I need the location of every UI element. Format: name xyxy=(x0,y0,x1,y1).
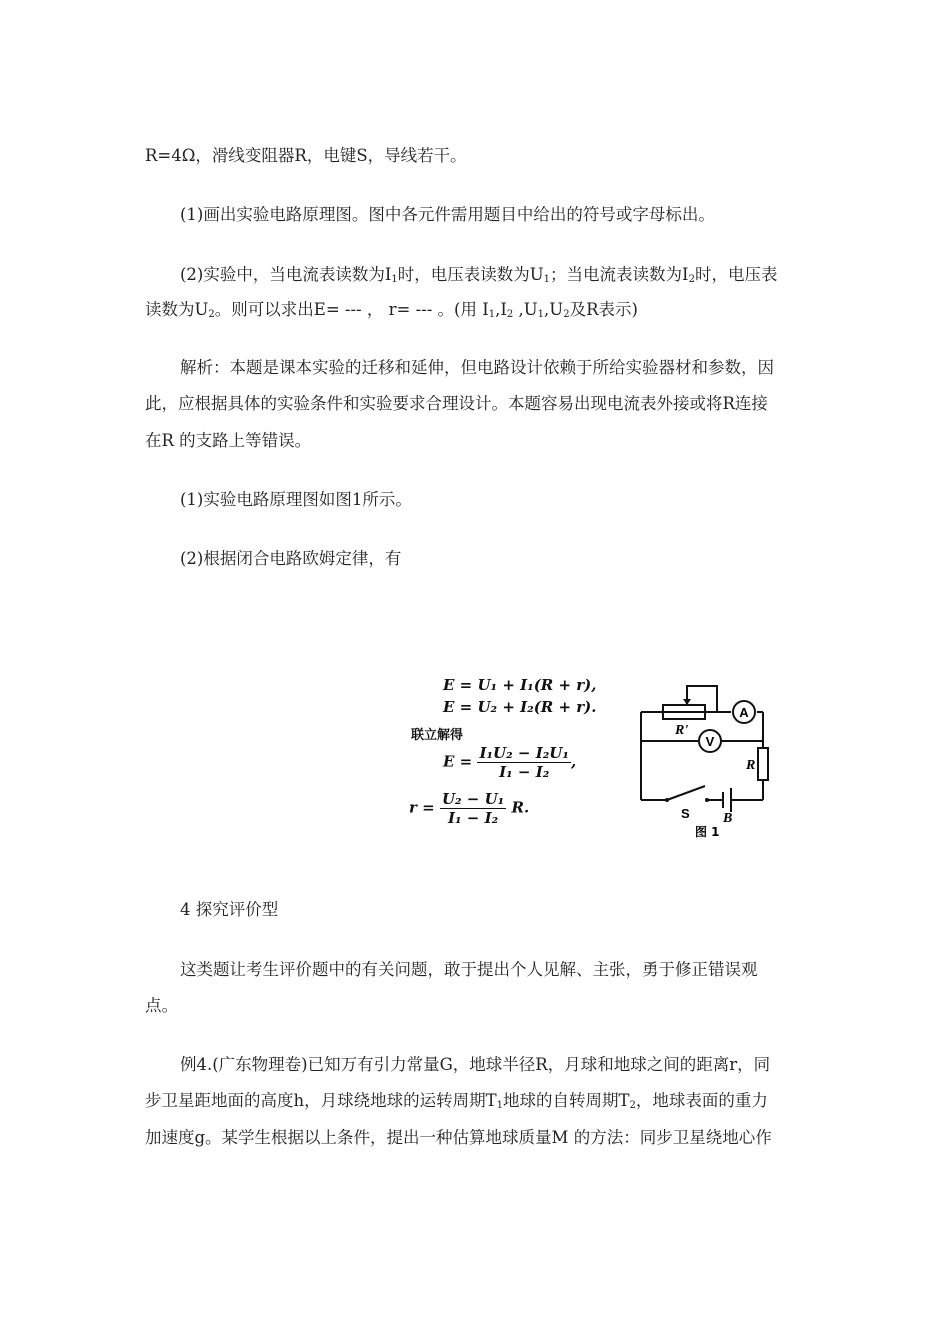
para-question-2-line2: 读数为$U_2$。则可以求出E= --- ， r= --- 。(用 $I_1,I_2$ $,U_1,U_2$及R表示) xyxy=(145,300,638,320)
para-answer-1: (1)实验电路原理图如图1所示。 xyxy=(180,490,412,509)
para-evaluation-line1: 这类题让考生评价题中的有关问题，敢于提出个人见解、主张，勇于修正错误观 xyxy=(180,960,758,979)
resistor-r xyxy=(758,748,768,780)
voltmeter-label: V xyxy=(705,734,715,749)
ammeter-label: A xyxy=(739,705,749,720)
circuit-diagram xyxy=(405,672,790,842)
para-analysis-line3: 在R 的支路上等错误。 xyxy=(145,431,312,450)
para-question-2-line1: (2)实验中，当电流表读数为$I_1$时，电压表读数为$U_1$；当电流表读数为$I_2$时，电压表 xyxy=(180,265,778,285)
switch-label: S xyxy=(681,806,690,821)
figure-caption: 图 1 xyxy=(695,825,720,839)
para-example-line3: 加速度g。某学生根据以上条件，提出一种估算地球质量M 的方法：同步卫星绕地心作 xyxy=(145,1128,772,1147)
para-analysis-line1: 解析：本题是课本实验的迁移和延伸，但电路设计依赖于所给实验器材和参数，因 xyxy=(180,358,774,377)
solve-label: 联立解得 xyxy=(411,728,464,743)
equation-4: r = $\frac{\text{U₂ − U₁}}{\text{I₁ − I₂}}$ R. xyxy=(409,790,530,827)
para-answer-2: (2)根据闭合电路欧姆定律，有 xyxy=(180,549,402,568)
para-analysis-line2: 此，应根据具体的实验条件和实验要求合理设计。本题容易出现电流表外接或将R连接 xyxy=(145,394,768,413)
equation-3: E = $\frac{\text{I₁U₂ − I₂U₁}}{\text{I₁ − I₂}}$ , xyxy=(443,744,577,781)
para-example-line2: 步卫星距地面的高度h，月球绕地球的运转周期$T_1$地球的自转周期$T_2$，地球表面的重力 xyxy=(145,1091,768,1111)
battery-label: B xyxy=(723,811,733,826)
para-question-1: (1)画出实验电路原理图。图中各元件需用题目中给出的符号或字母标出。 xyxy=(180,205,715,224)
equation-1: E = U₁ + I₁(R + r), xyxy=(443,676,597,694)
equation-2: E = U₂ + I₂(R + r). xyxy=(443,698,597,716)
section-heading: 4 探究评价型 xyxy=(180,900,279,919)
rheostat-label: R' xyxy=(675,723,689,738)
para-example-line1: 例4.(广东物理卷)已知万有引力常量G，地球半径R，月球和地球之间的距离r，同 xyxy=(180,1055,771,1074)
para-evaluation-line2: 点。 xyxy=(145,996,178,1015)
para-given-items: R=4Ω，滑线变阻器R，电键S，导线若干。 xyxy=(145,146,467,165)
resistor-label: R xyxy=(746,758,756,773)
solution-figure xyxy=(405,672,790,842)
